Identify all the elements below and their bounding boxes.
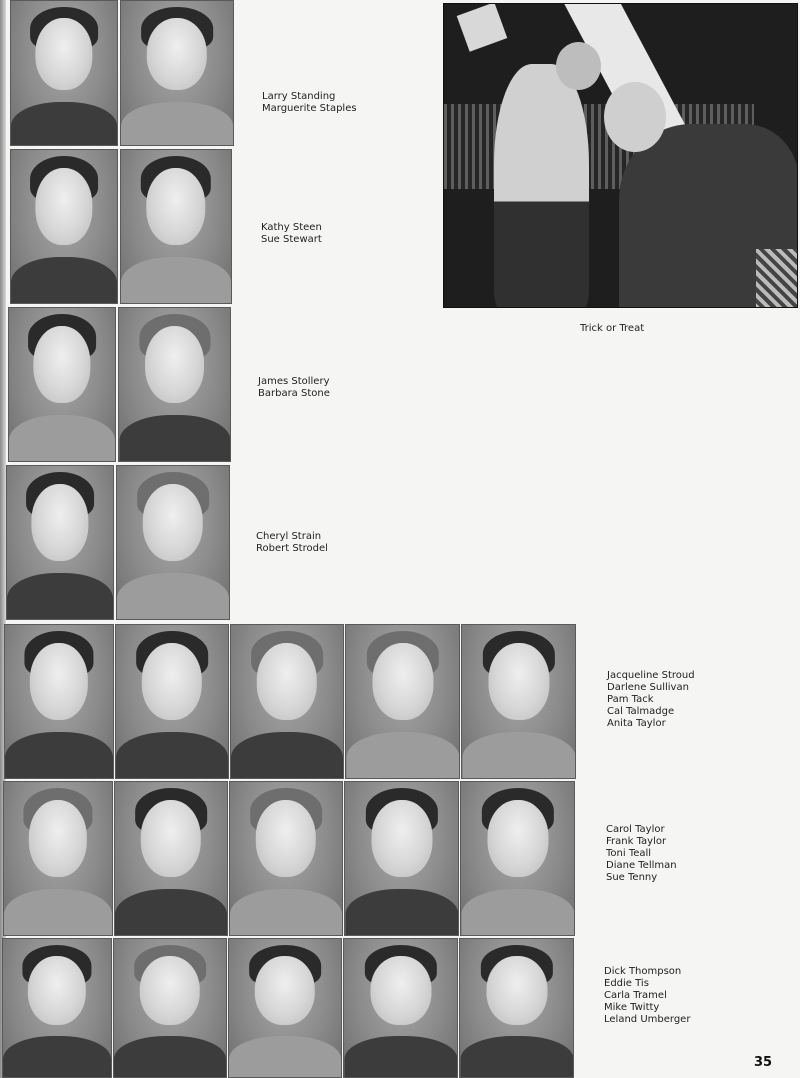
page-number: 35 [754,1055,773,1070]
student-name: Frank Taylor [606,836,667,847]
portrait-photo [3,781,113,936]
portrait-photo [345,624,460,779]
portrait-photo [120,0,234,146]
student-name: Dick Thompson [604,966,682,977]
portrait-photo [6,465,114,620]
portrait-photo [343,938,458,1078]
student-name: Toni Teall [606,848,652,859]
portrait-photo [113,938,227,1078]
student-name: Sue Stewart [261,234,322,245]
portrait-photo [230,624,344,779]
portrait-photo [8,307,116,462]
student-name: Sue Tenny [606,872,658,883]
student-name: Carol Taylor [606,824,665,835]
portrait-photo [460,781,575,936]
student-name: Barbara Stone [258,388,330,399]
student-name: Marguerite Staples [262,103,357,114]
name-list [258,376,330,400]
student-name: Cal Talmadge [607,706,675,717]
student-name: Robert Strodel [256,543,328,554]
student-name: Carla Tramel [604,990,667,1001]
portrait-photo [115,624,229,779]
portrait-photo [228,938,342,1078]
name-list [262,91,357,115]
student-name: Darlene Sullivan [607,682,689,693]
name-list [607,670,695,730]
name-list [261,222,322,246]
student-name: Leland Umberger [604,1014,691,1025]
candid-photo-trick-or-treat [443,3,798,308]
name-list [604,966,690,1026]
portrait-photo [114,781,228,936]
student-name: Pam Tack [607,694,654,705]
portrait-photo [229,781,343,936]
student-name: Larry Standing [262,91,336,102]
portrait-photo [459,938,574,1078]
name-list [256,531,328,555]
portrait-photo [10,0,118,146]
photo-caption: Trick or Treat [580,323,645,334]
portrait-photo [344,781,459,936]
portrait-photo [2,938,112,1078]
student-name: Jacqueline Stroud [607,670,695,681]
portrait-photo [118,307,231,462]
student-name: Anita Taylor [607,718,666,729]
student-name: Cheryl Strain [256,531,322,542]
student-name: Eddie Tis [604,978,649,989]
student-name: Mike Twitty [604,1002,660,1013]
portrait-photo [461,624,576,779]
student-name: Kathy Steen [261,222,322,233]
portrait-photo [120,149,232,304]
student-name: Diane Tellman [606,860,677,871]
portrait-photo [10,149,118,304]
student-name: James Stollery [258,376,330,387]
name-list [606,824,677,884]
portrait-photo [4,624,114,779]
portrait-photo [116,465,230,620]
